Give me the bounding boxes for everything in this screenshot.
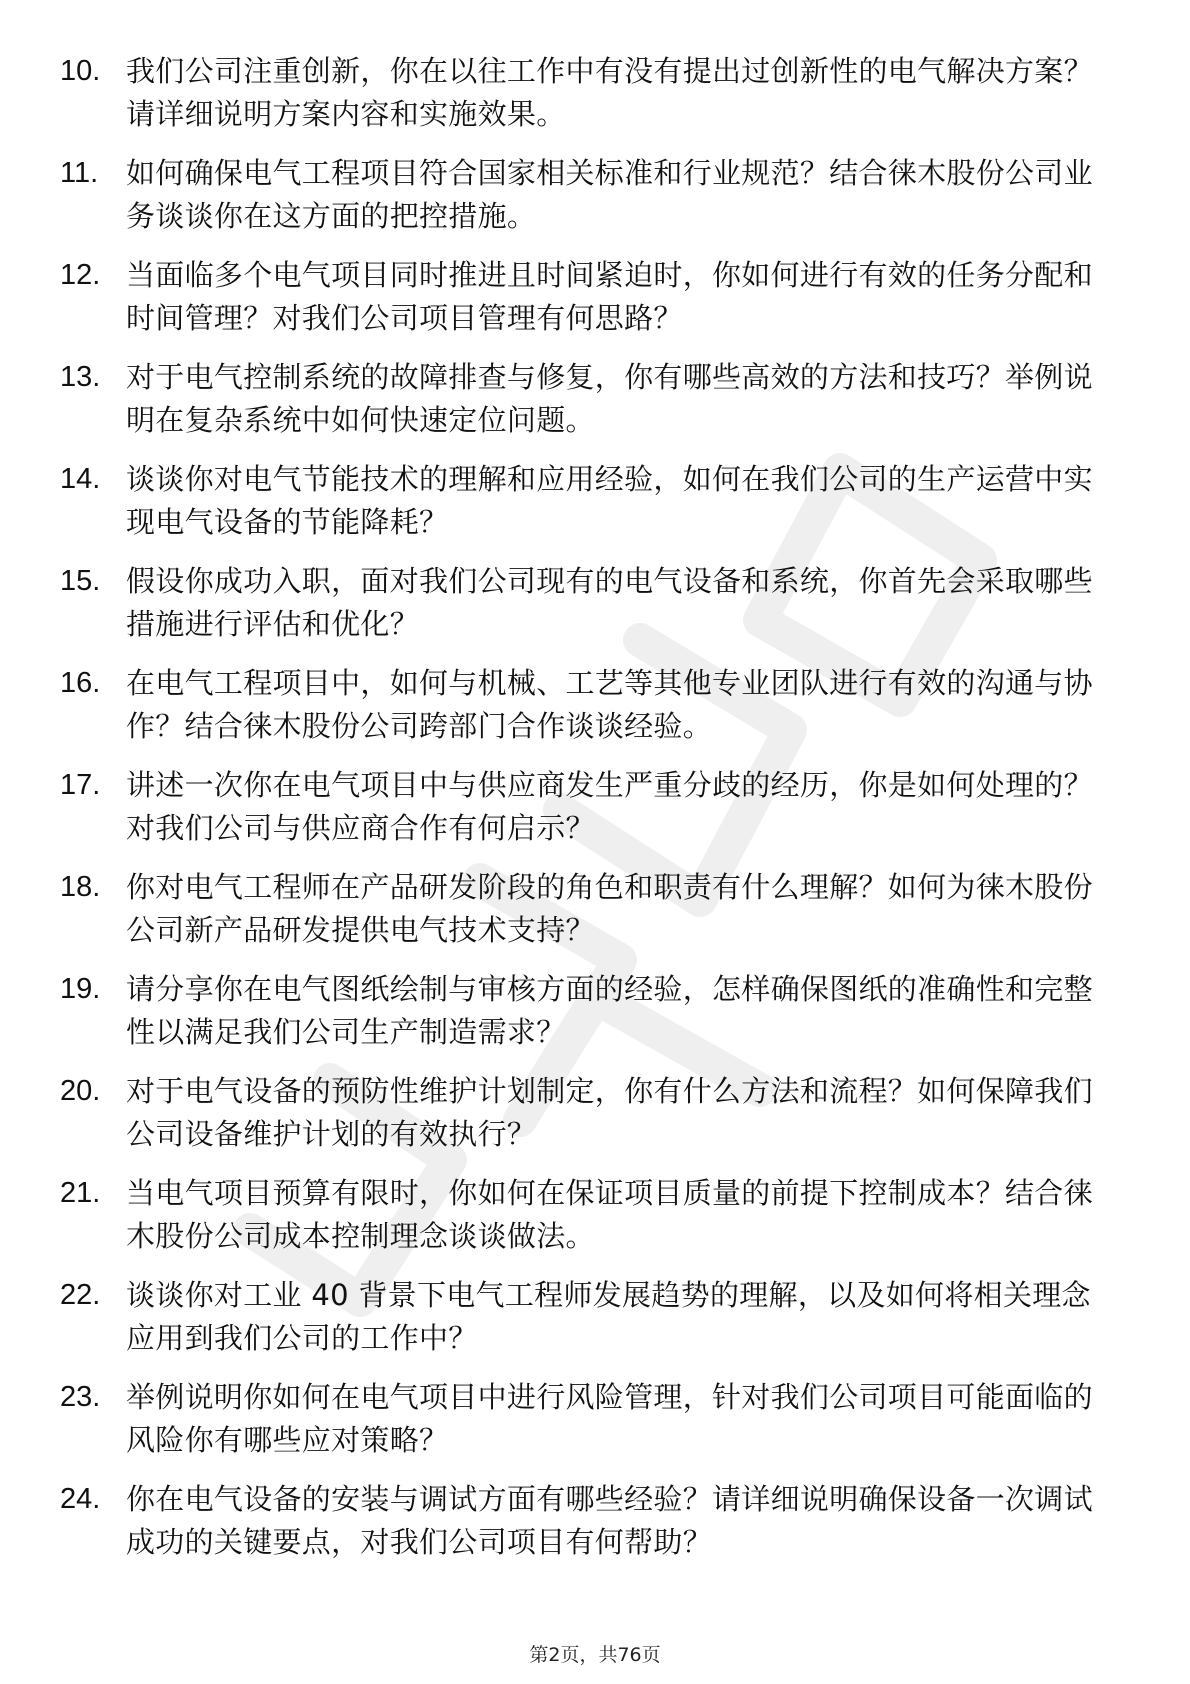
- list-item: [60, 968, 1110, 1070]
- question-number: 19.: [60, 973, 101, 1005]
- question-text: 请分享你在电气图纸绘制与审核方面的经验，怎样确保图纸的准确性和完整性以满足我们公司生产制造需求？: [126, 972, 1093, 1049]
- list-item: [60, 764, 1110, 866]
- question-text: 谈谈你对工业 40 背景下电气工程师发展趋势的理解，以及如何将相关理念应用到我们公司的工作中？: [126, 1278, 1091, 1355]
- question-number: 10.: [60, 55, 101, 87]
- question-text: 假设你成功入职，面对我们公司现有的电气设备和系统，你首先会采取哪些措施进行评估和优化？: [126, 564, 1093, 641]
- list-item: [60, 560, 1110, 662]
- question-number: 14.: [60, 463, 101, 495]
- list-item: [60, 254, 1110, 356]
- question-text: 谈谈你对电气节能技术的理解和应用经验，如何在我们公司的生产运营中实现电气设备的节能降耗？: [126, 462, 1093, 539]
- question-number: 11.: [60, 157, 99, 189]
- question-text: 当电气项目预算有限时，你如何在保证项目质量的前提下控制成本？结合徕木股份公司成本控制理念谈谈做法。: [126, 1176, 1093, 1253]
- question-list: [60, 50, 1110, 1580]
- list-item: [60, 662, 1110, 764]
- page-number: 第2页，共76页: [529, 1644, 661, 1666]
- question-number: 16.: [60, 667, 101, 699]
- list-item: [60, 1274, 1110, 1376]
- list-item: [60, 1478, 1110, 1580]
- question-text: 举例说明你如何在电气项目中进行风险管理，针对我们公司项目可能面临的风险你有哪些应对策略？: [126, 1380, 1093, 1457]
- list-item: [60, 1376, 1110, 1478]
- question-text: 在电气工程项目中，如何与机械、工艺等其他专业团队进行有效的沟通与协作？结合徕木股份公司跨部门合作谈谈经验。: [126, 666, 1093, 743]
- list-item: [60, 356, 1110, 458]
- question-text: 你在电气设备的安装与调试方面有哪些经验？请详细说明确保设备一次调试成功的关键要点，对我们公司项目有何帮助？: [126, 1482, 1093, 1559]
- question-text: 当面临多个电气项目同时推进且时间紧迫时，你如何进行有效的任务分配和时间管理？对我们公司项目管理有何思路？: [126, 258, 1093, 335]
- question-text: 讲述一次你在电气项目中与供应商发生严重分歧的经历，你是如何处理的？对我们公司与供应商合作有何启示？: [126, 768, 1093, 845]
- list-item: [60, 152, 1110, 254]
- question-number: 12.: [60, 259, 101, 291]
- question-text: 如何确保电气工程项目符合国家相关标准和行业规范？结合徕木股份公司业务谈谈你在这方面的把控措施。: [126, 156, 1093, 233]
- question-number: 17.: [60, 769, 101, 801]
- list-item: [60, 866, 1110, 968]
- question-text: 你对电气工程师在产品研发阶段的角色和职责有什么理解？如何为徕木股份公司新产品研发提供电气技术支持？: [126, 870, 1093, 947]
- question-number: 18.: [60, 871, 101, 903]
- question-number: 21.: [60, 1177, 101, 1209]
- question-number: 23.: [60, 1381, 101, 1413]
- question-number: 15.: [60, 565, 101, 597]
- list-item: [60, 1070, 1110, 1172]
- question-text: 对于电气设备的预防性维护计划制定，你有什么方法和流程？如何保障我们公司设备维护计划的有效执行？: [126, 1074, 1093, 1151]
- question-number: 20.: [60, 1075, 101, 1107]
- question-number: 24.: [60, 1483, 101, 1515]
- list-item: [60, 50, 1110, 152]
- question-number: 22.: [60, 1279, 101, 1311]
- question-number: 13.: [60, 361, 101, 393]
- list-item: [60, 1172, 1110, 1274]
- list-item: [60, 458, 1110, 560]
- question-text: 我们公司注重创新，你在以往工作中有没有提出过创新性的电气解决方案？请详细说明方案内容和实施效果。: [126, 54, 1093, 131]
- question-text: 对于电气控制系统的故障排查与修复，你有哪些高效的方法和技巧？举例说明在复杂系统中如何快速定位问题。: [126, 360, 1093, 437]
